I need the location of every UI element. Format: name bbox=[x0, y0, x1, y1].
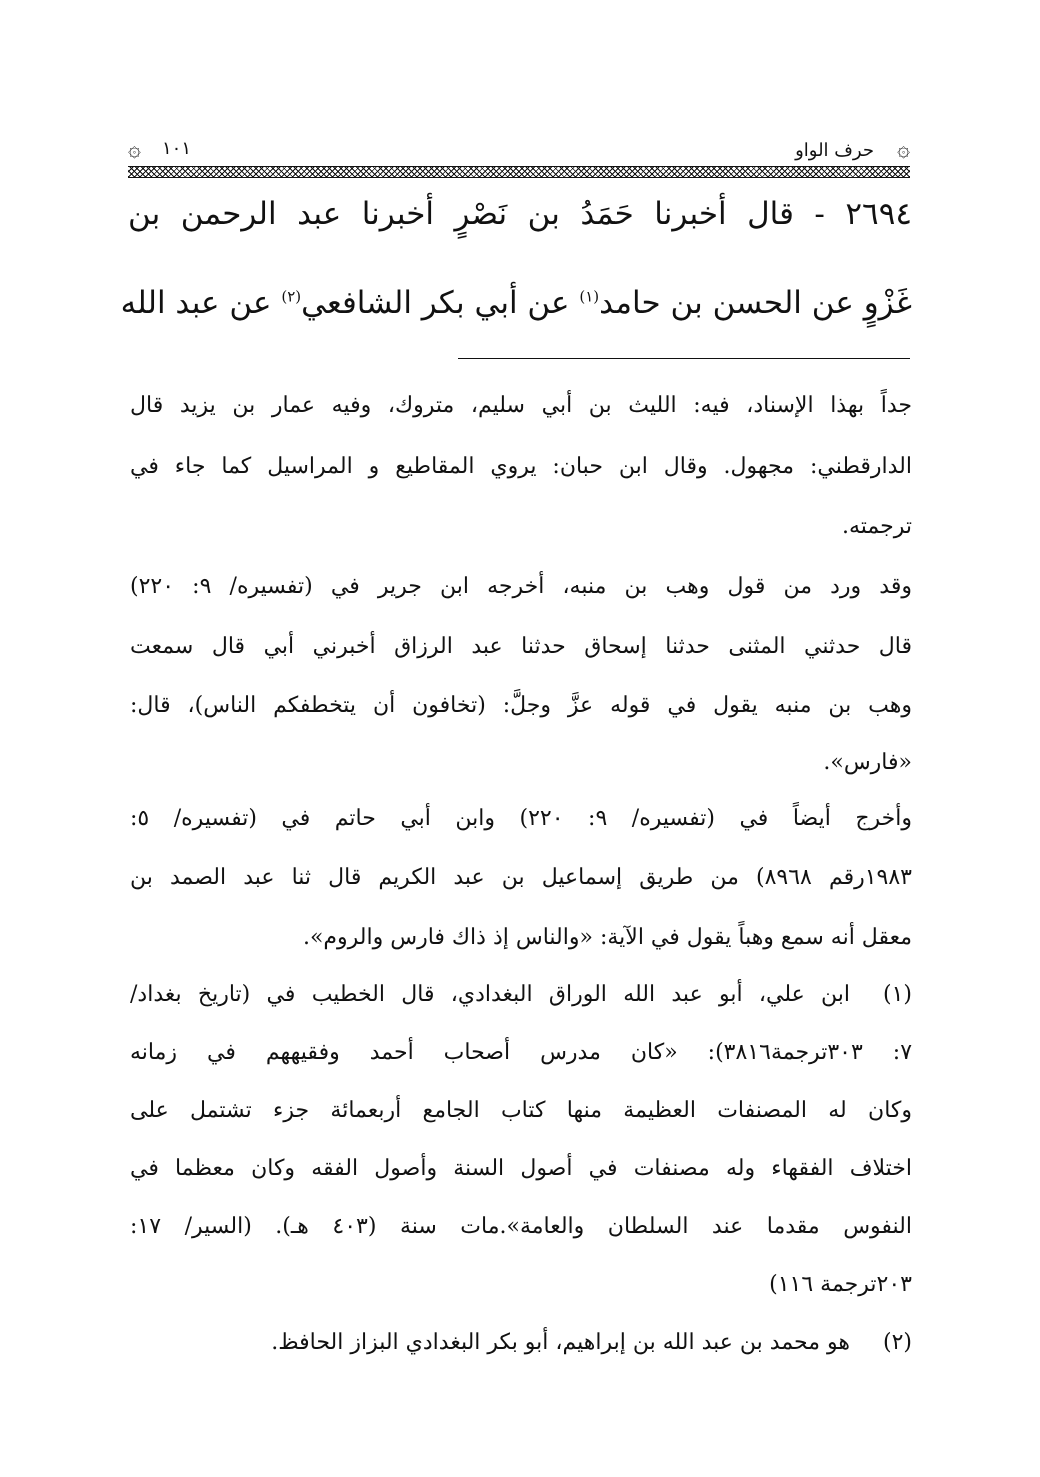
continuation-line: ترجمته. bbox=[841, 514, 912, 539]
main-text-part-a: غَزْوٍ عن الحسن بن حامد bbox=[599, 285, 912, 321]
footnote-1-line: النفوس مقدما عند السلطان والعامة».مات سنة (٤٠٣ هـ). (السير/ ١٧: bbox=[130, 1214, 912, 1239]
footnote-1-line: اختلاف الفقهاء وله مصنفات في أصول السنة وأصول الفقه وكان معظما في bbox=[130, 1156, 912, 1181]
chapter-title: حرف الواو bbox=[795, 140, 874, 161]
footnote-2-text: هو محمد بن عبد الله بن إبراهيم، أبو بكر البغدادي البزاز الحافظ. bbox=[271, 1330, 850, 1355]
continuation-line: «فارس». bbox=[823, 750, 912, 775]
continuation-line: ١٩٨٣رقم ٨٩٦٨) من طريق إسماعيل بن عبد الكريم قال ثنا عبد الصمد بن bbox=[130, 865, 912, 890]
continuation-line: وأخرج أيضاً في (تفسيره/ ٩: ٢٢٠) وابن أبي حاتم في (تفسيره/ ٥: bbox=[130, 806, 913, 831]
footnote-1-line: ٧: ٣٠٣ترجمة٣٨١٦): «كان مدرس أصحاب أحمد وفقيههم في زمانه bbox=[130, 1040, 913, 1065]
continuation-line: الدارقطني: مجهول. وقال ابن حبان: يروي المقاطيع و المراسيل كما جاء في bbox=[130, 454, 912, 479]
footnote-2-marker: (٢) bbox=[882, 1330, 912, 1355]
continuation-line: جداً بهذا الإسناد، فيه: الليث بن أبي سليم، متروك، وفيه عمار بن يزيد قال bbox=[130, 393, 912, 418]
footnote-ref-1: (١) bbox=[579, 287, 600, 306]
page-number: ١٠١ bbox=[162, 138, 192, 159]
main-text-part-c: عن عبد الله bbox=[120, 285, 282, 321]
ornament-right-icon: ۞ bbox=[897, 137, 910, 162]
main-text-line-2 bbox=[120, 285, 912, 321]
ornament-left-icon: ۞ bbox=[128, 137, 141, 162]
continuation-line: وهب بن منبه يقول في قوله عزَّ وجلَّ: (تخافون أن يتخطفكم الناس)، قال: bbox=[130, 693, 912, 718]
header-decorative-rule bbox=[128, 166, 910, 178]
page-header bbox=[128, 130, 910, 180]
footnote-1-line: ٢٠٣ترجمة ١١٦) bbox=[769, 1272, 912, 1297]
footnote-1-marker: (١) bbox=[882, 982, 912, 1007]
footnote-ref-2: (٢) bbox=[281, 287, 302, 306]
footnote-1-line: ابن علي، أبو عبد الله الوراق البغدادي، قال الخطيب في (تاريخ بغداد/ bbox=[130, 982, 850, 1007]
continuation-line: قال حدثني المثنى حدثنا إسحاق حدثنا عبد الرزاق أخبرني أبي قال سمعت bbox=[130, 634, 912, 659]
footnote-1-line: وكان له المصنفات العظيمة منها كتاب الجامع أربعمائة جزء تشتمل على bbox=[130, 1098, 912, 1123]
footnote-separator bbox=[458, 358, 910, 359]
main-text-line-1: ٢٦٩٤ - قال أخبرنا حَمَدُ بن نَصْرٍ أخبرنا عبد الرحمن بن bbox=[128, 196, 912, 232]
continuation-line: معقل أنه سمع وهباً يقول في الآية: «والناس إذ ذاك فارس والروم». bbox=[302, 925, 912, 950]
main-text-part-b: عن أبي بكر الشافعي bbox=[301, 285, 580, 321]
continuation-line: وقد ورد من قول وهب بن منبه، أخرجه ابن جرير في (تفسيره/ ٩: ٢٢٠) bbox=[130, 574, 912, 599]
